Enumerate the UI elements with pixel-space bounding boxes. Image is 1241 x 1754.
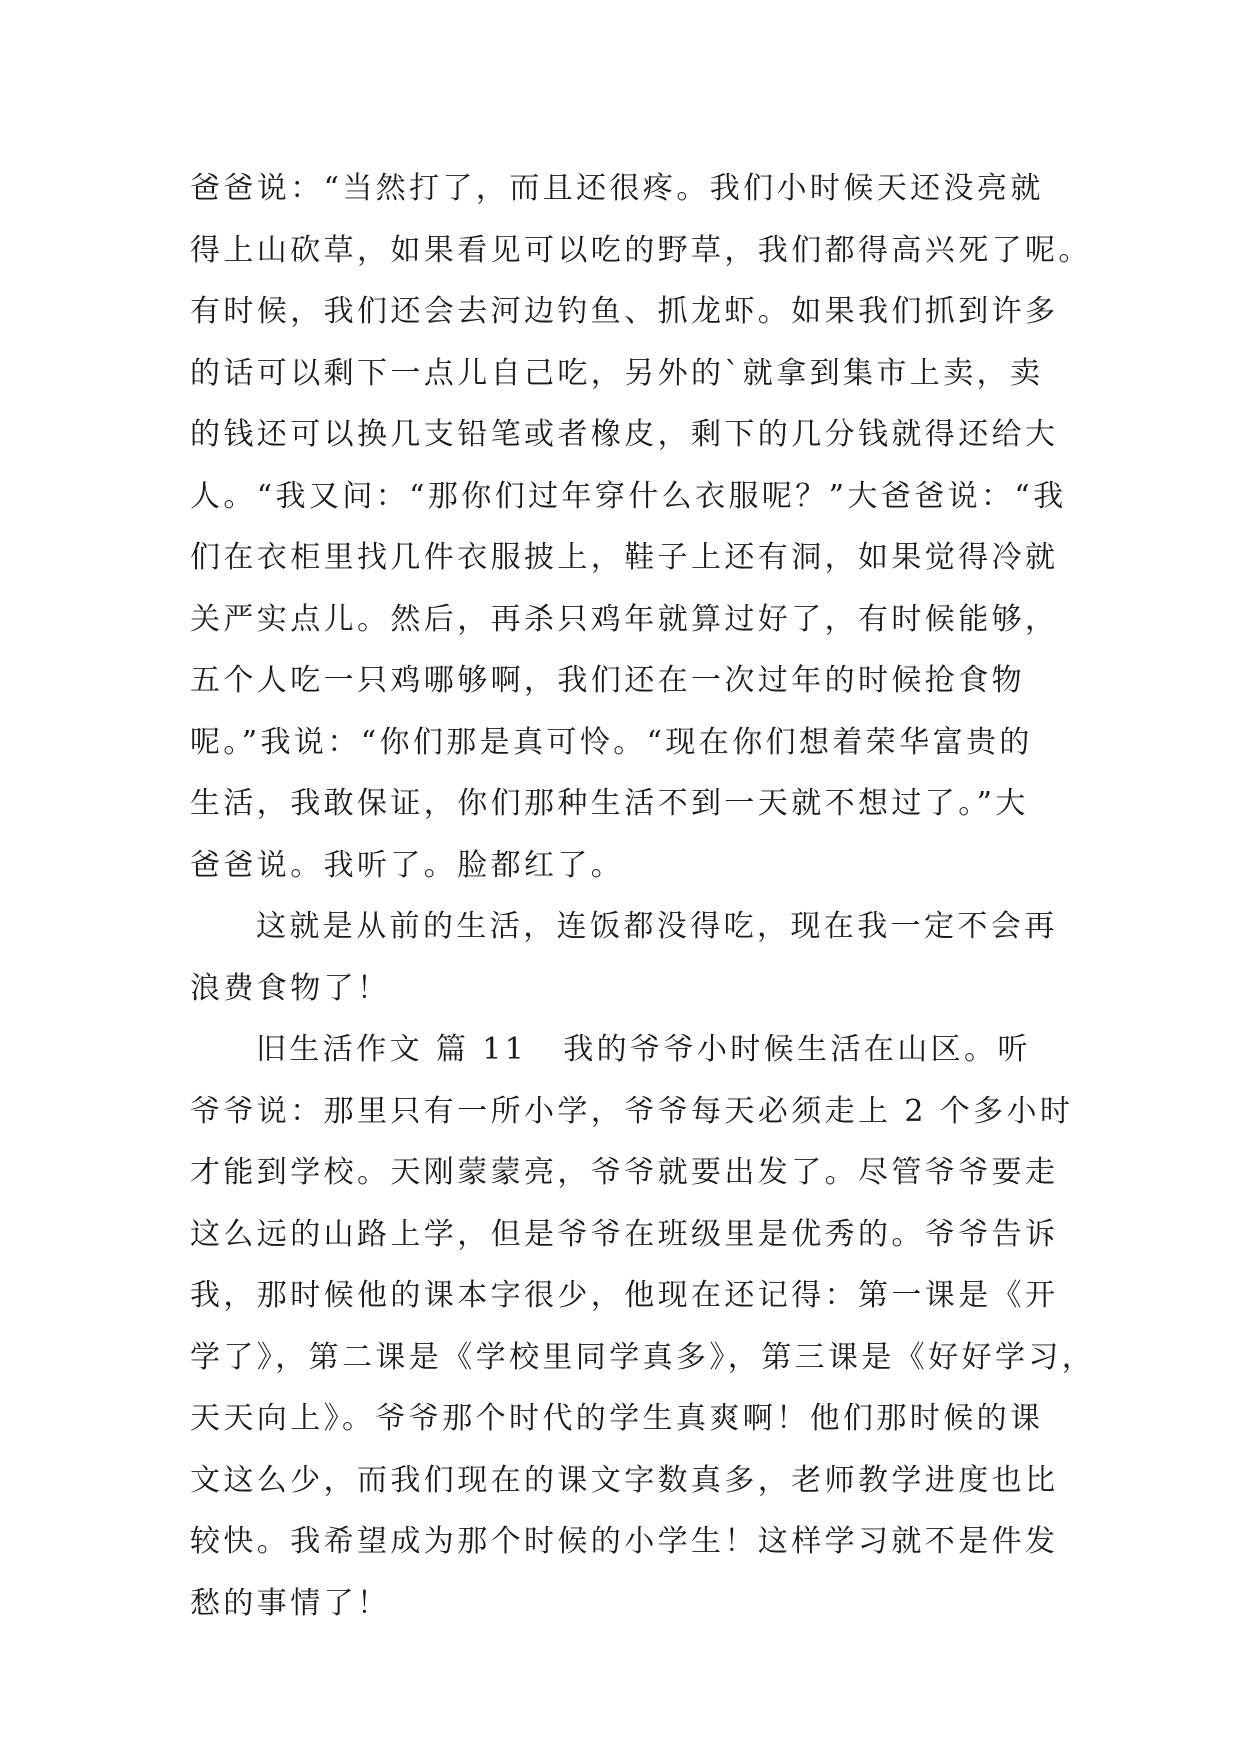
essay-text-line: 天天向上》。爷爷那个时代的学生真爽啊！他们那时候的课 [190, 1401, 1044, 1436]
essay-text-line: 文这么少，而我们现在的课文字数真多，老师教学进度也比 [190, 1462, 1059, 1498]
essay-text-line: 这么远的山路上学，但是爷爷在班级里是优秀的。爷爷告诉 [190, 1216, 1059, 1252]
essay-heading: 旧生活作文 篇 11 [256, 1032, 528, 1067]
text-line: 们在衣柜里找几件衣服披上，鞋子上还有洞，如果觉得冷就 [190, 540, 1059, 575]
essay-text-line: 愁的事情了！ [190, 1585, 391, 1621]
text-line: 的钱还可以换几支铅笔或者橡皮，剩下的几分钱就得还给大 [190, 417, 1059, 452]
text-line: 爸爸说。我听了。脸都红了。 [190, 847, 625, 883]
text-line: 生活，我敢保证，你们那种生活不到一天就不想过了。”大 [190, 786, 1029, 821]
essay-first-line: 我的爷爷小时候生活在山区。听 [563, 1032, 1031, 1067]
text-line: 五个人吃一只鸡哪够啊，我们还在一次过年的时候抢食物 [190, 663, 1025, 698]
text-line: 得上山砍草，如果看见可以吃的野草，我们都得高兴死了呢。 [190, 232, 1092, 268]
text-line: 爸爸说：“当然打了，而且还很疼。我们小时候天还没亮就 [190, 171, 1044, 206]
essay-text-line: 才能到学校。天刚蒙蒙亮，爷爷就要出发了。尽管爷爷要走 [190, 1155, 1059, 1190]
paragraph-first-line: 这就是从前的生活，连饭都没得吃，现在我一定不会再 [256, 909, 1058, 944]
essay-heading-line [190, 1019, 1060, 1081]
text-line: 的话可以剩下一点儿自己吃，另外的`就拿到集市上卖，卖 [190, 355, 1044, 391]
text-line: 人。“我又问：“那你们过年穿什么衣服呢？”大爸爸说：“我 [190, 478, 1067, 514]
document-body [190, 158, 1096, 1634]
essay-text-line: 爷爷说：那里只有一所小学，爷爷每天必须走上 2 个多小时 [190, 1093, 1074, 1129]
essay-text-line: 较快。我希望成为那个时候的小学生！这样学习就不是件发 [190, 1524, 1059, 1559]
essay-text-line: 我，那时候他的课本字很少，他现在还记得：第一课是《开 [190, 1278, 1059, 1313]
text-line: 有时候，我们还会去河边钓鱼、抓龙虾。如果我们抓到许多 [190, 294, 1059, 329]
text-line: 关严实点儿。然后，再杀只鸡年就算过好了，有时候能够， [190, 601, 1059, 637]
text-line: 呢。”我说：“你们那是真可怜。“现在你们想着荣华富贵的 [190, 724, 1033, 760]
essay-text-line: 学了》，第二课是《学校里同学真多》，第三课是《好好学习， [190, 1339, 1096, 1375]
text-line: 浪费食物了！ [190, 970, 391, 1006]
